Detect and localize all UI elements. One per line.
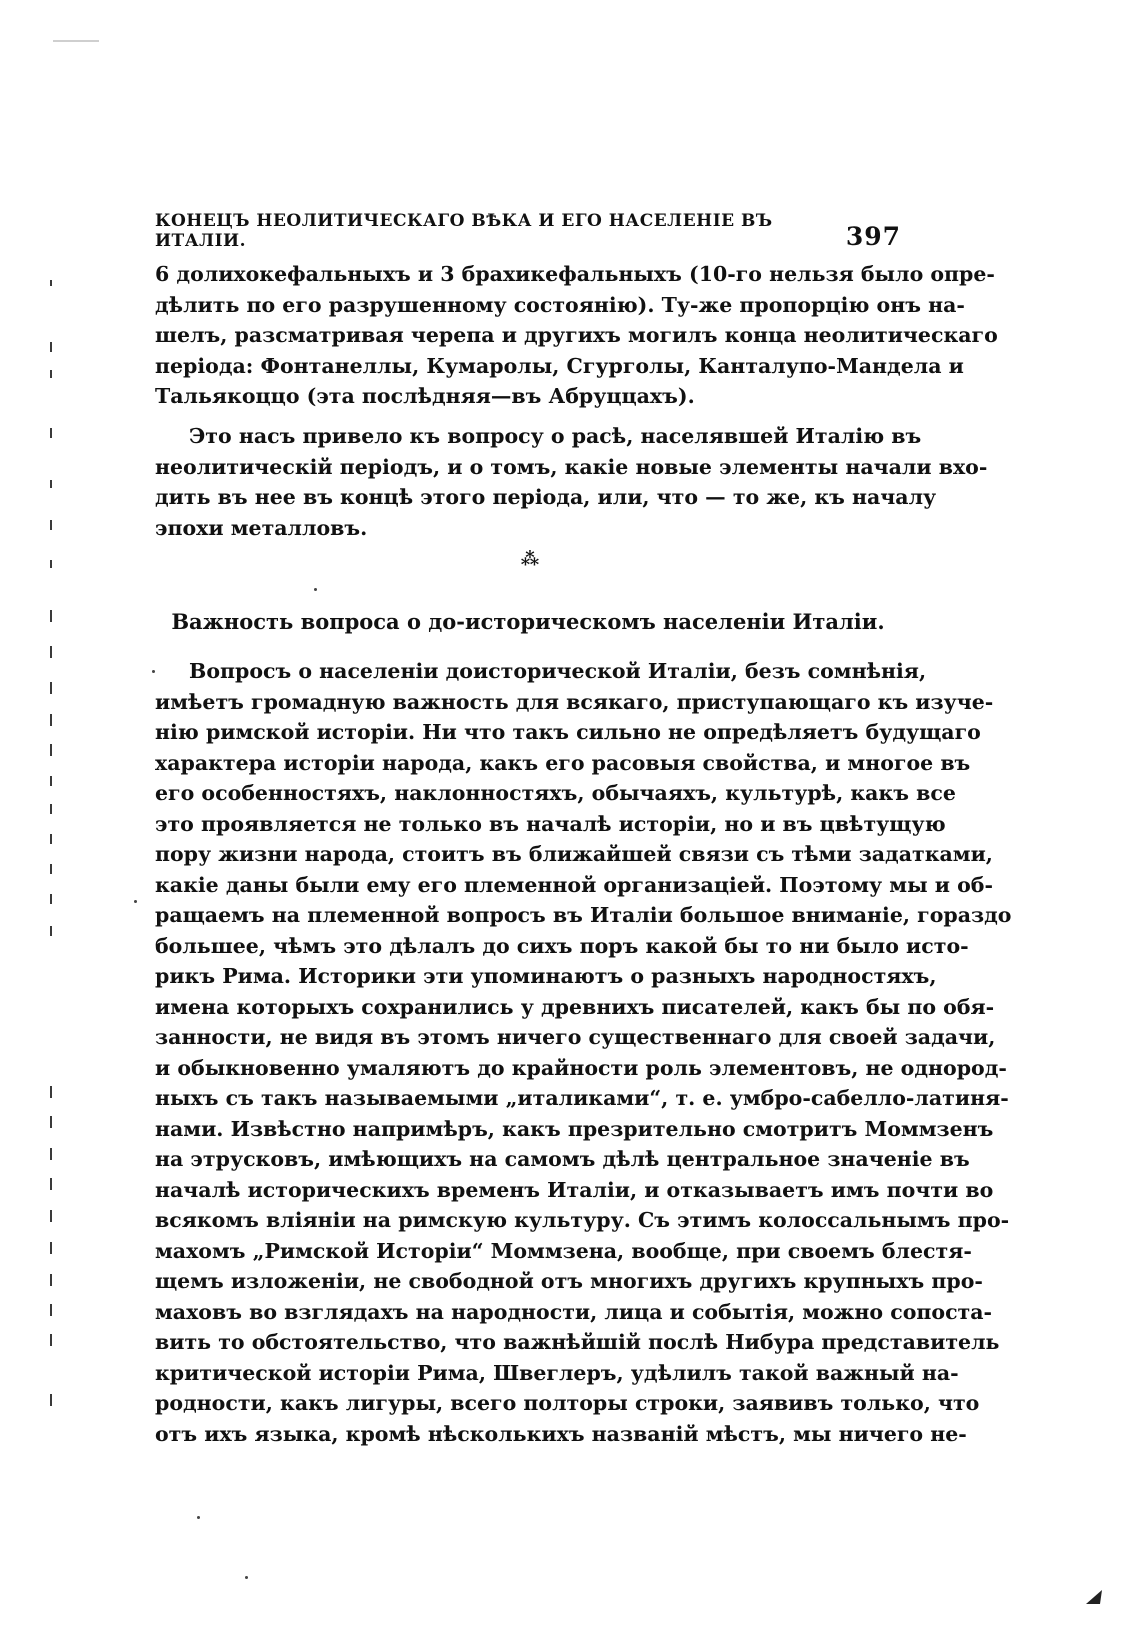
margin-mark	[50, 926, 52, 936]
paragraph-race-question	[155, 421, 988, 543]
margin-mark	[50, 834, 52, 844]
text-line: маховъ во взглядахъ на народности, лица и событія, можно сопоста-	[155, 1299, 993, 1324]
text-line: нію римской исторіи. Ни что такъ сильно не опредѣляетъ будущаго	[155, 720, 981, 744]
text-line: и обыкновенно умаляютъ до крайности роль элементовъ, не однород-	[155, 1055, 1007, 1080]
text-line: характера исторіи народа, какъ его расовыя свойства, и многое въ	[155, 750, 971, 775]
text-line: его особенностяхъ, наклонностяхъ, обычаяхъ, культурѣ, какъ все	[155, 781, 956, 805]
paragraph-continuation	[155, 259, 998, 412]
text-line: вить то обстоятельство, что важнѣйшій послѣ Нибура представитель	[155, 1330, 1000, 1354]
text-line: эпохи металловъ.	[155, 515, 368, 540]
margin-mark	[50, 1178, 52, 1190]
asterism-separator: ⁂	[520, 549, 540, 570]
text-line: ращаемъ на племенной вопросъ въ Италіи большое вниманіе, гораздо	[155, 903, 1012, 927]
margin-mark	[50, 280, 52, 286]
text-line: ныхъ съ такъ называемыми „италиками“, т. е. умбро-сабелло-латиня-	[155, 1086, 1009, 1110]
text-line: нами. Извѣстно напримѣръ, какъ презрительно смотритъ Моммзенъ	[155, 1116, 994, 1141]
scan-speck	[134, 900, 137, 903]
margin-mark	[50, 1116, 52, 1128]
text-line: это проявляется не только въ началѣ исторіи, но и въ цвѣтущую	[155, 811, 946, 836]
text-line: на этрусковъ, имѣющихъ на самомъ дѣлѣ центральное значеніе въ	[155, 1147, 970, 1171]
margin-mark	[50, 714, 52, 726]
text-line: 6 долихокефальныхъ и 3 брахикефальныхъ (10-го нельзя было опре-	[155, 262, 995, 286]
text-line: пору жизни народа, стоитъ въ ближайшей связи съ тѣми задатками,	[155, 842, 993, 866]
scan-artifact-dash	[53, 40, 99, 42]
margin-mark	[50, 520, 52, 530]
paragraph-main	[155, 656, 1012, 1449]
scan-speck	[152, 670, 155, 673]
text-line: большее, чѣмъ это дѣлалъ до сихъ поръ какой бы то ни было исто-	[155, 933, 969, 958]
page-number: 397	[845, 222, 901, 251]
text-line: рикъ Рима. Историки эти упоминаютъ о разныхъ народностяхъ,	[155, 964, 937, 988]
margin-mark	[50, 370, 52, 378]
margin-mark	[50, 646, 52, 658]
text-line: Вопросъ о населеніи доисторической Италіи, безъ сомнѣнія,	[189, 659, 927, 683]
text-line: щемъ изложеніи, не свободной отъ многихъ другихъ крупныхъ про-	[155, 1269, 983, 1293]
scan-speck	[197, 1516, 200, 1519]
corner-tear-mark	[1086, 1590, 1102, 1604]
margin-mark	[50, 1242, 52, 1254]
text-line: всякомъ вліяніи на римскую культуру. Съ этимъ колоссальнымъ про-	[155, 1208, 1010, 1232]
margin-mark	[50, 1304, 52, 1316]
margin-mark	[50, 744, 52, 756]
section-heading: Важность вопроса о до-историческомъ населеніи Италіи.	[171, 609, 885, 634]
text-line: махомъ „Римской Исторіи“ Моммзена, вообще, при своемъ блестя-	[155, 1238, 972, 1263]
scan-speck	[314, 588, 317, 591]
running-head	[155, 211, 901, 251]
text-line: какіе даны были ему его племенной организаціей. Поэтому мы и об-	[155, 872, 993, 897]
text-line: имена которыхъ сохранились у древнихъ писателей, какъ бы по обя-	[155, 994, 995, 1019]
text-line: неолитическій періодъ, и о томъ, какіе новые элементы начали вхо-	[155, 454, 988, 479]
margin-mark	[50, 1274, 52, 1286]
text-line: Тальякоццо (эта послѣдняя—въ Абруццахъ).	[155, 384, 695, 408]
text-line: критической исторіи Рима, Швеглеръ, удѣлилъ такой важный на-	[155, 1360, 959, 1385]
margin-mark	[50, 1334, 52, 1346]
text-line: дить въ нее въ концѣ этого періода, или, что — то же, къ началу	[155, 485, 937, 509]
text-line: періода: Фонтанеллы, Кумаролы, Сгурголы, Канталупо-Мандела и	[155, 353, 964, 378]
running-title: КОНЕЦЪ НЕОЛИТИЧЕСКАГО ВѢКА И ЕГО НАСЕЛЕНІЕ ВЪ ИТАЛІИ.	[155, 211, 773, 251]
text-line: отъ ихъ языка, кромѣ нѣсколькихъ названій мѣстъ, мы ничего не-	[155, 1421, 967, 1446]
scan-speck	[245, 1576, 248, 1579]
margin-mark	[50, 342, 52, 352]
margin-mark	[50, 480, 52, 488]
text-line: имѣетъ громадную важность для всякаго, приступающаго къ изуче-	[155, 689, 994, 714]
text-line: занности, не видя въ этомъ ничего существеннаго для своей задачи,	[155, 1025, 996, 1049]
margin-mark	[50, 610, 52, 622]
margin-mark	[50, 776, 52, 786]
margin-mark	[50, 1210, 52, 1222]
margin-mark	[50, 1148, 52, 1160]
text-line: Это насъ привело къ вопросу о расѣ, населявшей Италію въ	[189, 424, 922, 448]
margin-mark	[50, 428, 52, 438]
margin-mark	[50, 864, 52, 874]
margin-mark	[50, 894, 52, 904]
text-line: родности, какъ лигуры, всего полторы строки, заявивъ только, что	[155, 1391, 980, 1415]
text-line: дѣлить по его разрушенному состоянію). Ту-же пропорцію онъ на-	[155, 292, 965, 317]
margin-mark	[50, 1086, 52, 1098]
margin-mark	[50, 682, 52, 694]
margin-mark	[50, 804, 52, 814]
text-line: шелъ, разсматривая черепа и другихъ могилъ конца неолитическаго	[155, 323, 998, 347]
margin-mark	[50, 1394, 52, 1406]
text-line: началѣ историческихъ временъ Италіи, и отказываетъ имъ почти во	[155, 1177, 994, 1202]
margin-mark	[50, 560, 52, 568]
binding-margin-marks	[46, 270, 58, 1570]
